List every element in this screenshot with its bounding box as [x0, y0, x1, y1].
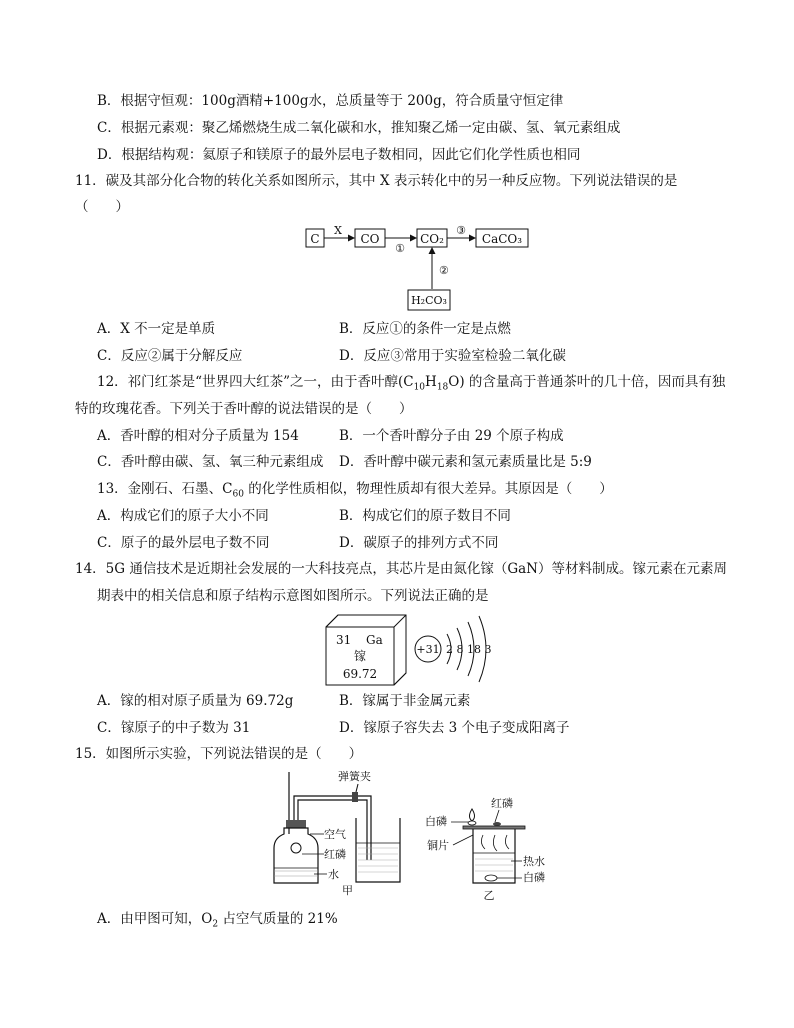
q14-stem-line1: 14．5G 通信技术是近期社会发展的一大科技亮点，其芯片是由氮化镓（GaN）等材料制成。镓元素在元素周 — [75, 561, 727, 577]
atomic-number: 31 — [336, 633, 352, 647]
label-reaction-3: ③ — [456, 224, 466, 237]
q12-stem-line1: 12．祁门红茶是“世界四大红茶”之一，由于香叶醇$(C_{10}H_{18}O)$ 的含量高于普通茶叶的几十倍，因而具有独 — [97, 374, 726, 393]
label-reaction-2: ② — [439, 264, 449, 277]
q11-option-b: B．反应①的条件一定是点燃 — [339, 321, 511, 337]
q10-option-b: B．根据守恒观：100g酒精+100g水，总质量等于 200g，符合质量守恒定律 — [97, 93, 564, 109]
label-white-phosphorus-top: 白磷 — [425, 815, 447, 828]
q15-stem: 15．如图所示实验，下列说法错误的是（ ） — [75, 746, 363, 762]
q14-option-a: A．镓的相对原子质量为 69.72g — [97, 693, 294, 709]
q13-option-c: C．原子的最外层电子数不同 — [97, 535, 270, 551]
q15-apparatus-yi — [425, 795, 555, 905]
q11-answer-bracket: （ ） — [75, 199, 129, 215]
q11-option-a: A．X 不一定是单质 — [97, 321, 216, 337]
nucleus-charge: +31 — [416, 643, 440, 656]
q14-gallium-atom-structure — [412, 616, 502, 686]
q15-apparatus-jia — [270, 768, 420, 898]
q11-stem: 11．碳及其部分化合物的转化关系如图所示，其中 X 表示转化中的另一种反应物。下列说法错误的是 — [75, 173, 678, 189]
q12-option-d: D．香叶醇中碳元素和氢元素质量比是 5:9 — [339, 454, 592, 470]
q12-option-c: C．香叶醇由碳、氢、氧三种元素组成 — [97, 454, 324, 470]
q13-option-b: B．构成它们的原子数目不同 — [339, 508, 511, 524]
q11-option-c: C．反应②属于分解反应 — [97, 348, 243, 364]
label-reaction-1: ① — [395, 242, 405, 255]
label-c: C — [310, 232, 320, 246]
electron-shells: 2 8 18 3 — [446, 643, 492, 656]
element-name: 镓 — [353, 649, 367, 663]
label-caco3: CaCO₃ — [481, 232, 523, 246]
label-white-phosphorus-bottom: 白磷 — [523, 871, 545, 884]
atomic-mass: 69.72 — [342, 667, 378, 681]
q14-option-c: C．镓原子的中子数为 31 — [97, 720, 251, 736]
q13-option-a: A．构成它们的原子大小不同 — [97, 508, 269, 524]
q10-option-c: C．根据元素观：聚乙烯燃烧生成二氧化碳和水，推知聚乙烯一定由碳、氢、氧元素组成 — [97, 120, 621, 136]
label-red-phosphorus-top: 红磷 — [491, 797, 513, 810]
label-copper-sheet: 铜片 — [427, 839, 449, 852]
q11-option-d: D．反应③常用于实验室检验二氧化碳 — [339, 348, 566, 364]
label-air: 空气 — [324, 828, 346, 841]
label-water: 水 — [328, 868, 339, 881]
q15-option-a: A．由甲图可知，$O_2$ 占空气质量的 21% — [97, 911, 338, 930]
q14-option-b: B．镓属于非金属元素 — [339, 693, 471, 709]
q14-gallium-element-card — [326, 615, 406, 687]
label-hot-water: 热水 — [523, 855, 545, 868]
label-co2: CO₂ — [420, 232, 444, 246]
element-symbol: Ga — [366, 633, 383, 647]
label-co: CO — [360, 232, 380, 246]
label-x: X — [334, 224, 342, 237]
label-spring-clamp: 弹簧夹 — [338, 770, 371, 783]
label-h2co3: H₂CO₃ — [411, 294, 447, 307]
q13-stem: 13．金刚石、石墨、$C_{60}$ 的化学性质相似，物理性质却有很大差异。其原因是（ ） — [97, 481, 613, 500]
q12-stem-line2: 特的玫瑰花香。下列关于香叶醇的说法错误的是（ ） — [75, 401, 413, 417]
q12-option-b: B．一个香叶醇分子由 29 个原子构成 — [339, 428, 564, 444]
q14-stem-line2: 期表中的相关信息和原子结构示意图如图所示。下列说法正确的是 — [97, 588, 489, 604]
caption-yi: 乙 — [483, 889, 495, 902]
caption-jia: 甲 — [342, 884, 353, 897]
q12-option-a: A．香叶醇的相对分子质量为 154 — [97, 428, 299, 444]
q10-option-d: D．根据结构观：氦原子和镁原子的最外层电子数相同，因此它们化学性质也相同 — [97, 147, 581, 163]
q14-option-d: D．镓原子容失去 3 个电子变成阳离子 — [339, 720, 570, 736]
label-red-phosphorus: 红磷 — [324, 848, 346, 861]
q11-carbon-conversion-diagram — [300, 222, 540, 318]
q13-option-d: D．碳原子的排列方式不同 — [339, 535, 499, 551]
